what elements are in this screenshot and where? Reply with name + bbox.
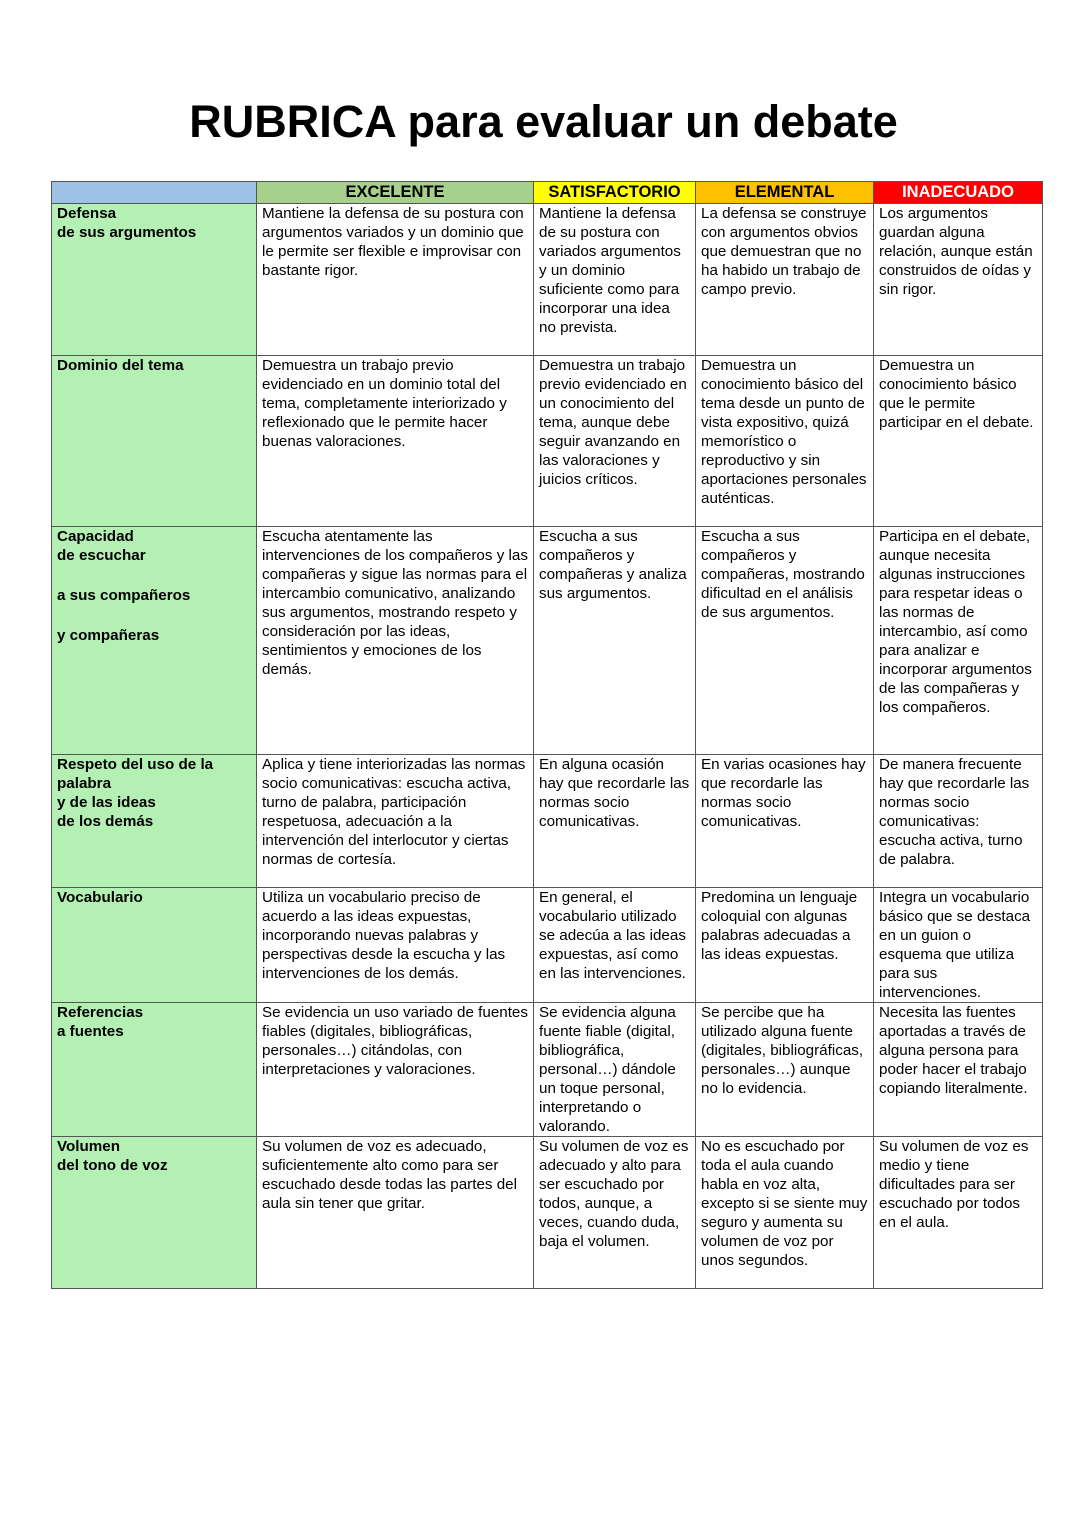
cell-elemental: No es escuchado por toda el aula cuando habla en voz alta, excepto si se siente muy seguro y aumenta su volumen de voz por unos segundos. — [696, 1137, 874, 1289]
criterion-line: y compañeras — [57, 627, 160, 644]
criterion-line: de escuchar — [57, 547, 146, 564]
cell-excelente: Mantiene la defensa de su postura con argumentos variados y un dominio que le permite ser flexible e improvisar con bastante rigor. — [257, 204, 534, 356]
cell-inadecuado: Participa en el debate, aunque necesita algunas instrucciones para respetar ideas o las normas de intercambio, así como para analizar e incorporar argumentos de las compañeras y los compañeros. — [874, 527, 1043, 755]
header-row — [52, 182, 1043, 204]
table-row — [52, 356, 1043, 527]
criterion-line: Capacidad — [57, 528, 134, 545]
criterion-cell — [52, 356, 257, 527]
header-excelente: EXCELENTE — [257, 182, 534, 204]
criterion-cell — [52, 527, 257, 755]
criterion-cell — [52, 755, 257, 888]
cell-satisfactorio: Su volumen de voz es adecuado y alto para ser escuchado por todos, aunque, a veces, cuando duda, baja el volumen. — [534, 1137, 696, 1289]
header-elemental: ELEMENTAL — [696, 182, 874, 204]
criterion-line: Defensa — [57, 205, 117, 222]
cell-elemental: Predomina un lenguaje coloquial con algunas palabras adecuadas a las ideas expuestas. — [696, 888, 874, 1003]
cell-elemental: Se percibe que ha utilizado alguna fuente (digitales, bibliográficas, personales…) aunque no lo evidencia. — [696, 1003, 874, 1137]
criterion-cell — [52, 888, 257, 1003]
cell-inadecuado: Los argumentos guardan alguna relación, aunque están construidos de oídas y sin rigor. — [874, 204, 1043, 356]
cell-satisfactorio: Demuestra un trabajo previo evidenciado en un conocimiento del tema, aunque debe seguir avanzando en las valoraciones y juicios críticos. — [534, 356, 696, 527]
rubric-table — [51, 181, 1043, 1289]
criterion-line: de sus argumentos — [57, 224, 197, 241]
table-row — [52, 204, 1043, 356]
table-row — [52, 755, 1043, 888]
criterion-line: Referencias — [57, 1004, 144, 1021]
criterion-line: Volumen — [57, 1138, 121, 1155]
cell-excelente: Utiliza un vocabulario preciso de acuerdo a las ideas expuestas, incorporando nuevas palabras y perspectivas desde la escucha y las intervenciones de los demás. — [257, 888, 534, 1003]
criterion-line: Vocabulario — [57, 889, 143, 906]
header-satisfactorio: SATISFACTORIO — [534, 182, 696, 204]
criterion-cell — [52, 204, 257, 356]
table-row — [52, 888, 1043, 1003]
cell-satisfactorio: Mantiene la defensa de su postura con variados argumentos y un dominio suficiente como para incorporar una idea no prevista. — [534, 204, 696, 356]
cell-excelente: Aplica y tiene interiorizadas las normas socio comunicativas: escucha activa, turno de palabra, participación respetuosa, adecuación a la intervención del interlocutor y ciertas normas de cortesía. — [257, 755, 534, 888]
cell-excelente: Su volumen de voz es adecuado, suficientemente alto como para ser escuchado desde todas las partes del aula sin tener que gritar. — [257, 1137, 534, 1289]
page-title: RUBRICA para evaluar un debate — [189, 96, 898, 147]
criterion-line: del tono de voz — [57, 1157, 168, 1174]
cell-elemental: Demuestra un conocimiento básico del tema desde un punto de vista expositivo, quizá memorístico o reproductivo y sin aportaciones personales auténticas. — [696, 356, 874, 527]
cell-inadecuado: De manera frecuente hay que recordarle las normas socio comunicativas: escucha activa, turno de palabra. — [874, 755, 1043, 888]
criterion-cell — [52, 1137, 257, 1289]
criterion-cell — [52, 1003, 257, 1137]
cell-satisfactorio: En alguna ocasión hay que recordarle las normas socio comunicativas. — [534, 755, 696, 888]
cell-satisfactorio: En general, el vocabulario utilizado se adecúa a las ideas expuestas, así como en las intervenciones. — [534, 888, 696, 1003]
cell-inadecuado: Demuestra un conocimiento básico que le permite participar en el debate. — [874, 356, 1043, 527]
cell-elemental: En varias ocasiones hay que recordarle las normas socio comunicativas. — [696, 755, 874, 888]
cell-satisfactorio: Escucha a sus compañeros y compañeras y analiza sus argumentos. — [534, 527, 696, 755]
cell-excelente: Escucha atentamente las intervenciones de los compañeros y las compañeras y sigue las normas para el intercambio comunicativo, analizando sus argumentos, mostrando respeto y consideración por las ideas, sentimientos y emociones de los demás. — [257, 527, 534, 755]
cell-satisfactorio: Se evidencia alguna fuente fiable (digital, bibliográfica, personal…) dándole un toque personal, interpretando o valorando. — [534, 1003, 696, 1137]
table-row — [52, 1137, 1043, 1289]
cell-inadecuado: Necesita las fuentes aportadas a través de alguna persona para poder hacer el trabajo copiando literalmente. — [874, 1003, 1043, 1137]
table-row — [52, 1003, 1043, 1137]
criterion-line: a sus compañeros — [57, 587, 191, 604]
cell-elemental: La defensa se construye con argumentos obvios que demuestran que no ha habido un trabajo de campo previo. — [696, 204, 874, 356]
header-inadecuado: INADECUADO — [874, 182, 1043, 204]
table-row — [52, 527, 1043, 755]
header-corner — [52, 182, 257, 204]
rubric-body — [52, 204, 1043, 1289]
cell-excelente: Demuestra un trabajo previo evidenciado en un dominio total del tema, completamente interiorizado y reflexionado que le permite hacer buenas valoraciones. — [257, 356, 534, 527]
criterion-line: Respeto del uso de la palabra — [57, 756, 214, 792]
cell-excelente: Se evidencia un uso variado de fuentes fiables (digitales, bibliográficas, personales…) citándolas, con interpretaciones y valoraciones. — [257, 1003, 534, 1137]
cell-elemental: Escucha a sus compañeros y compañeras, mostrando dificultad en el análisis de sus argumentos. — [696, 527, 874, 755]
criterion-line: de los demás — [57, 813, 154, 830]
cell-inadecuado: Integra un vocabulario básico que se destaca en un guion o esquema que utiliza para sus intervenciones. — [874, 888, 1043, 1003]
cell-inadecuado: Su volumen de voz es medio y tiene dificultades para ser escuchado por todos en el aula. — [874, 1137, 1043, 1289]
criterion-line: y de las ideas — [57, 794, 156, 811]
criterion-line: a fuentes — [57, 1023, 124, 1040]
criterion-line: Dominio del tema — [57, 357, 184, 374]
